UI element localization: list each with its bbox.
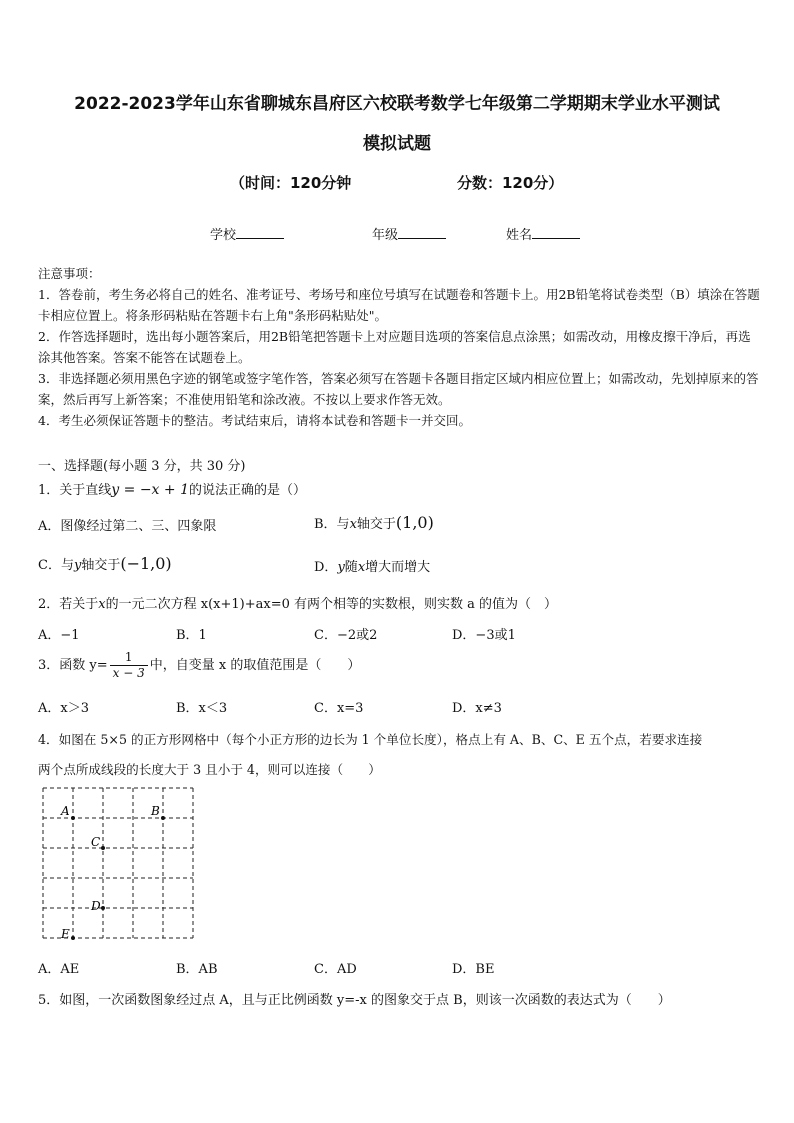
grade-blank	[398, 226, 446, 239]
q1-equation: y = −x + 1	[111, 482, 189, 498]
q2-option-b: B．1	[176, 628, 207, 643]
q3-fraction	[110, 650, 148, 681]
q1-option-a: A．图像经过第二、三、四象限	[38, 519, 217, 534]
q3-option-d: D．x≠3	[452, 701, 502, 716]
school-label: 学校	[210, 228, 237, 243]
name-label: 姓名	[506, 228, 533, 243]
q3-option-b: B．x＜3	[176, 701, 228, 716]
q4-option-a: A．AE	[38, 962, 80, 977]
q2-text-post: 的一元二次方程 x(x+1)+ax=0 有两个相等的实数根，则实数 a 的值为（ ）	[105, 597, 558, 612]
q1-b-var: x	[349, 517, 357, 532]
notes-heading: 注意事项：	[38, 266, 101, 281]
q1-c-point: (−1,0)	[120, 554, 172, 573]
grid-point-a	[71, 816, 75, 820]
grid-label-a: A	[61, 804, 70, 818]
exam-score: 分数：120分）	[457, 174, 564, 192]
q1-option-d	[314, 556, 430, 575]
section-heading: 一、选择题(每小题 3 分，共 30 分)	[38, 459, 246, 474]
q1-b-mid: 轴交于	[356, 517, 396, 532]
name-field	[506, 224, 580, 243]
exam-title-line2: 模拟试题	[363, 134, 431, 154]
school-field	[210, 224, 284, 243]
q3-denominator: x − 3	[112, 666, 145, 680]
q1-text-post: 的说法正确的是（）	[189, 483, 307, 498]
q1-d-var2: x	[357, 560, 366, 575]
q2-option-d: D．−3或1	[452, 628, 516, 643]
q1-text-pre: 1．关于直线	[38, 483, 112, 498]
q3-text-post: 中，自变量 x 的取值范围是（ ）	[149, 658, 361, 673]
q1-option-b	[314, 513, 434, 532]
q4-option-b: B．AB	[176, 962, 218, 977]
q1-c-var: y	[73, 558, 82, 573]
question-5: 5．如图，一次函数图象经过点 A，且与正比例函数 y=-x 的图象交于点 B，则该一次函数的表达式为（ ）	[38, 993, 671, 1008]
q1-option-c	[38, 554, 172, 573]
q3-numerator: 1	[110, 650, 148, 666]
question-1	[38, 479, 306, 498]
grid-label-d: D	[91, 899, 101, 913]
school-blank	[236, 226, 284, 239]
question-2	[38, 593, 557, 612]
name-blank	[532, 226, 580, 239]
q2-option-a: A．−1	[38, 628, 80, 643]
notes-block	[38, 263, 760, 431]
q1-d-mid: 随	[344, 560, 358, 575]
q1-b-pre: B．与	[314, 517, 350, 532]
q1-d-post: 增大而增大	[365, 560, 431, 575]
q1-d-var1: y	[337, 560, 345, 575]
exam-title-line1: 2022-2023学年山东省聊城东昌府区六校联考数学七年级第二学期期末学业水平测试	[74, 94, 720, 114]
grid-figure	[36, 784, 200, 948]
q2-text-pre: 2．若关于	[38, 597, 99, 612]
q1-d-pre: D．	[314, 560, 338, 575]
q3-option-a: A．x＞3	[38, 701, 89, 716]
q4-option-d: D．BE	[452, 962, 495, 977]
question-3	[38, 650, 360, 681]
q1-c-pre: C．与	[38, 558, 74, 573]
q1-c-mid: 轴交于	[81, 558, 121, 573]
notes-item: 4．考生必须保证答题卡的整洁。考试结束后，请将本试卷和答题卡一并交回。	[38, 413, 471, 428]
exam-time: （时间：120分钟	[230, 174, 352, 192]
grid-point-d	[101, 906, 105, 910]
grid-point-e	[71, 936, 75, 940]
grade-field	[372, 224, 446, 243]
q2-var: x	[98, 597, 106, 612]
grid-label-c: C	[91, 835, 101, 849]
grid-label-e: E	[61, 927, 70, 941]
question-4-line1: 4．如图在 5×5 的正方形网格中（每个小正方形的边长为 1 个单位长度），格点上有 A、B、C、E 五个点，若要求连接	[38, 732, 703, 747]
notes-item: 2．作答选择题时，选出每小题答案后，用2B铅笔把答题卡上对应题目选项的答案信息点涂黑；如需改动，用橡皮擦干净后，再选涂其他答案。答案不能答在试题卷上。	[38, 329, 751, 365]
grid-label-b: B	[151, 804, 160, 818]
grid-point-b	[161, 816, 165, 820]
q2-option-c: C．−2或2	[314, 628, 378, 643]
q3-option-c: C．x=3	[314, 701, 364, 716]
grid-point-c	[101, 846, 105, 850]
notes-item: 3．非选择题必须用黑色字迹的钢笔或签字笔作答，答案必须写在答题卡各题目指定区域内相应位置上；如需改动，先划掉原来的答案，然后再写上新答案；不准使用铅笔和涂改液。不按以上要求作答无效。	[38, 371, 759, 407]
question-4-line2: 两个点所成线段的长度大于 3 且小于 4，则可以连接（ ）	[38, 762, 381, 777]
q3-text-pre: 3．函数 y=	[38, 658, 108, 673]
notes-item: 1．答卷前，考生务必将自己的姓名、准考证号、考场号和座位号填写在试题卷和答题卡上。用2B铅笔将试卷类型（B）填涂在答题卡相应位置上。将条形码粘贴在答题卡右上角"条形码粘贴处"。	[38, 287, 760, 323]
grade-label: 年级	[372, 228, 399, 243]
q1-b-point: (1,0)	[395, 513, 434, 532]
q4-option-c: C．AD	[314, 962, 357, 977]
